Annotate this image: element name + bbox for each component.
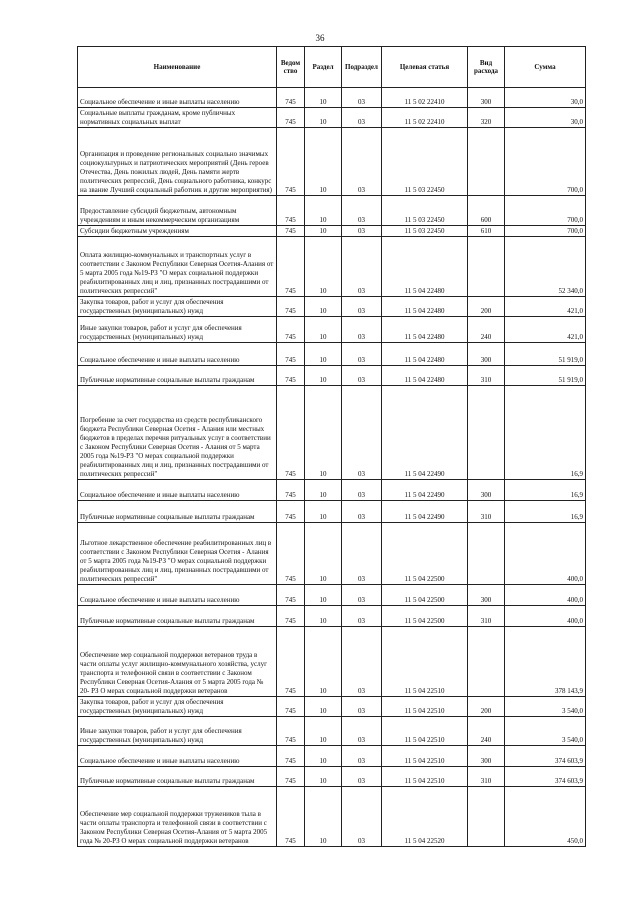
cell-podrazdel: 03: [342, 297, 382, 317]
cell-summa: 374 603,9: [505, 767, 586, 787]
cell-name: Обеспечение мер социальной поддержки ветеранов труда в части оплаты услуг жилищно-коммунального хозяйства, услуг транспорта и телефонной связи в соответствии с Законом Республики Северная Осетия-Алания от 5 марта 2005 года № 20- РЗ О мерах социальной поддержки ветеранов: [78, 627, 277, 697]
cell-vedomstvo: 745: [277, 196, 305, 226]
cell-podrazdel: 03: [342, 386, 382, 480]
table-row: [78, 297, 586, 317]
cell-tselevaya-statya: 11 5 02 22410: [382, 108, 468, 128]
cell-razdel: 10: [305, 317, 342, 343]
table-row: [78, 627, 586, 697]
cell-vid-raskhoda: 200: [468, 697, 505, 717]
cell-podrazdel: 03: [342, 480, 382, 501]
cell-name: Социальное обеспечение и иные выплаты населению: [78, 480, 277, 501]
cell-vedomstvo: 745: [277, 746, 305, 767]
cell-razdel: 10: [305, 196, 342, 226]
cell-podrazdel: 03: [342, 128, 382, 196]
cell-tselevaya-statya: 11 5 04 22510: [382, 697, 468, 717]
cell-razdel: 10: [305, 226, 342, 237]
cell-name: Социальные выплаты гражданам, кроме публичных нормативных социальных выплат: [78, 108, 277, 128]
cell-podrazdel: 03: [342, 501, 382, 523]
cell-vedomstvo: 745: [277, 343, 305, 366]
cell-summa: 16,9: [505, 501, 586, 523]
table-row: [78, 317, 586, 343]
cell-vedomstvo: 745: [277, 585, 305, 606]
header-vid-raskhoda: Вид расхода: [468, 47, 505, 88]
table-row: [78, 746, 586, 767]
header-podrazdel: Подраздел: [342, 47, 382, 88]
cell-vid-raskhoda: 310: [468, 501, 505, 523]
cell-vid-raskhoda: 300: [468, 343, 505, 366]
cell-vid-raskhoda: 300: [468, 480, 505, 501]
cell-summa: 400,0: [505, 523, 586, 585]
cell-tselevaya-statya: 11 5 04 22500: [382, 523, 468, 585]
table-row: [78, 480, 586, 501]
cell-vid-raskhoda: 310: [468, 606, 505, 627]
cell-razdel: 10: [305, 128, 342, 196]
cell-razdel: 10: [305, 523, 342, 585]
cell-summa: 16,9: [505, 480, 586, 501]
cell-vedomstvo: 745: [277, 317, 305, 343]
header-summa: Сумма: [505, 47, 586, 88]
cell-name: Публичные нормативные социальные выплаты гражданам: [78, 606, 277, 627]
cell-razdel: 10: [305, 746, 342, 767]
cell-name: Иные закупки товаров, работ и услуг для обеспечения государственных (муниципальных) нужд: [78, 717, 277, 746]
cell-summa: 378 143,9: [505, 627, 586, 697]
cell-vid-raskhoda: 200: [468, 297, 505, 317]
cell-podrazdel: 03: [342, 767, 382, 787]
cell-vedomstvo: 745: [277, 501, 305, 523]
table-row: [78, 606, 586, 627]
cell-name: Организация и проведение региональных социально значимых социокультурных и патриотических мероприятий (День героев Отечества, День пожилых людей, День памяти жертв политических репрессий, День социального работника, конкурс на звание Лучший социальный работник и другие мероприятия): [78, 128, 277, 196]
cell-vedomstvo: 745: [277, 480, 305, 501]
table-row: [78, 366, 586, 386]
table-row: [78, 523, 586, 585]
cell-podrazdel: 03: [342, 317, 382, 343]
cell-tselevaya-statya: 11 5 03 22450: [382, 128, 468, 196]
cell-vedomstvo: 745: [277, 606, 305, 627]
cell-vid-raskhoda: 610: [468, 226, 505, 237]
cell-tselevaya-statya: 11 5 04 22480: [382, 366, 468, 386]
cell-summa: 30,0: [505, 88, 586, 108]
cell-vid-raskhoda: [468, 523, 505, 585]
cell-tselevaya-statya: 11 5 03 22450: [382, 226, 468, 237]
cell-summa: 700,0: [505, 128, 586, 196]
table-row: [78, 717, 586, 746]
table-row: [78, 697, 586, 717]
cell-vedomstvo: 745: [277, 237, 305, 297]
cell-vid-raskhoda: 300: [468, 88, 505, 108]
cell-tselevaya-statya: 11 5 04 22500: [382, 585, 468, 606]
table-row: [78, 767, 586, 787]
cell-podrazdel: 03: [342, 237, 382, 297]
cell-vedomstvo: 745: [277, 767, 305, 787]
budget-table: [77, 46, 586, 847]
cell-vid-raskhoda: 300: [468, 746, 505, 767]
cell-summa: 3 540,0: [505, 717, 586, 746]
cell-vedomstvo: 745: [277, 386, 305, 480]
table-row: [78, 108, 586, 128]
table-row: [78, 501, 586, 523]
cell-tselevaya-statya: 11 5 04 22480: [382, 297, 468, 317]
cell-razdel: 10: [305, 108, 342, 128]
cell-tselevaya-statya: 11 5 04 22510: [382, 627, 468, 697]
cell-tselevaya-statya: 11 5 04 22500: [382, 606, 468, 627]
cell-summa: 16,9: [505, 386, 586, 480]
cell-vedomstvo: 745: [277, 297, 305, 317]
cell-vid-raskhoda: [468, 627, 505, 697]
cell-razdel: 10: [305, 787, 342, 847]
cell-razdel: 10: [305, 366, 342, 386]
table-body: [78, 88, 586, 847]
cell-vedomstvo: 745: [277, 108, 305, 128]
cell-vid-raskhoda: 240: [468, 317, 505, 343]
cell-vedomstvo: 745: [277, 627, 305, 697]
cell-vid-raskhoda: [468, 386, 505, 480]
cell-podrazdel: 03: [342, 717, 382, 746]
cell-tselevaya-statya: 11 5 04 22480: [382, 237, 468, 297]
cell-podrazdel: 03: [342, 343, 382, 366]
cell-summa: 30,0: [505, 108, 586, 128]
cell-tselevaya-statya: 11 5 03 22450: [382, 196, 468, 226]
table-row: [78, 196, 586, 226]
table-row: [78, 386, 586, 480]
cell-razdel: 10: [305, 501, 342, 523]
cell-name: Предоставление субсидий бюджетным, автономным учреждениям и иным некоммерческим организациям: [78, 196, 277, 226]
cell-summa: 400,0: [505, 585, 586, 606]
header-name: Наименование: [78, 47, 277, 88]
cell-name: Социальное обеспечение и иные выплаты населению: [78, 585, 277, 606]
cell-summa: 700,0: [505, 196, 586, 226]
cell-tselevaya-statya: 11 5 02 22410: [382, 88, 468, 108]
cell-vedomstvo: 745: [277, 697, 305, 717]
cell-razdel: 10: [305, 627, 342, 697]
table-row: [78, 226, 586, 237]
cell-tselevaya-statya: 11 5 04 22510: [382, 746, 468, 767]
table-row: [78, 128, 586, 196]
cell-vedomstvo: 745: [277, 226, 305, 237]
cell-name: Обеспечение мер социальной поддержки тружеников тыла в части оплаты транспорта и телефонной связи в соответствии с Законом Республики Северная Осетия-Алания от 5 марта 2005 года № 20-РЗ О мерах социальной поддержки ветеранов: [78, 787, 277, 847]
cell-tselevaya-statya: 11 5 04 22520: [382, 787, 468, 847]
cell-name: Социальное обеспечение и иные выплаты населению: [78, 746, 277, 767]
cell-podrazdel: 03: [342, 226, 382, 237]
table-row: [78, 787, 586, 847]
cell-razdel: 10: [305, 606, 342, 627]
cell-tselevaya-statya: 11 5 04 22490: [382, 501, 468, 523]
cell-vedomstvo: 745: [277, 366, 305, 386]
table-row: [78, 343, 586, 366]
cell-razdel: 10: [305, 585, 342, 606]
cell-name: Погребение за счет государства из средств республиканского бюджета Республики Северная Осетия - Алания или местных бюджетов в пределах перечня ритуальных услуг в соответствии с Законом Республики Северная Осетия - Алания от 5 марта 2005 года №19-РЗ "О мерах социальной поддержки реабилитированных лиц и лиц, признанных пострадавшими от политических репрессий": [78, 386, 277, 480]
cell-podrazdel: 03: [342, 697, 382, 717]
cell-vedomstvo: 745: [277, 128, 305, 196]
cell-podrazdel: 03: [342, 366, 382, 386]
cell-razdel: 10: [305, 343, 342, 366]
cell-name: Публичные нормативные социальные выплаты гражданам: [78, 501, 277, 523]
cell-tselevaya-statya: 11 5 04 22510: [382, 767, 468, 787]
cell-vedomstvo: 745: [277, 717, 305, 746]
header-tselevaya-statya: Целевая статья: [382, 47, 468, 88]
cell-razdel: 10: [305, 88, 342, 108]
table-row: [78, 585, 586, 606]
cell-name: Иные закупки товаров, работ и услуг для обеспечения государственных (муниципальных) нужд: [78, 317, 277, 343]
cell-name: Публичные нормативные социальные выплаты гражданам: [78, 767, 277, 787]
cell-summa: 421,0: [505, 297, 586, 317]
cell-razdel: 10: [305, 697, 342, 717]
header-razdel: Раздел: [305, 47, 342, 88]
table-row: [78, 88, 586, 108]
cell-podrazdel: 03: [342, 585, 382, 606]
cell-name: Социальное обеспечение и иные выплаты населению: [78, 88, 277, 108]
header-vedomstvo: Ведом ство: [277, 47, 305, 88]
cell-razdel: 10: [305, 237, 342, 297]
cell-name: Публичные нормативные социальные выплаты гражданам: [78, 366, 277, 386]
cell-summa: 374 603,9: [505, 746, 586, 767]
cell-podrazdel: 03: [342, 746, 382, 767]
cell-razdel: 10: [305, 297, 342, 317]
cell-summa: 51 919,0: [505, 366, 586, 386]
cell-summa: 51 919,0: [505, 343, 586, 366]
cell-tselevaya-statya: 11 5 04 22490: [382, 386, 468, 480]
cell-vid-raskhoda: 320: [468, 108, 505, 128]
cell-podrazdel: 03: [342, 108, 382, 128]
table-row: [78, 237, 586, 297]
cell-podrazdel: 03: [342, 627, 382, 697]
cell-summa: 400,0: [505, 606, 586, 627]
cell-vid-raskhoda: [468, 787, 505, 847]
cell-name: Закупка товаров, работ и услуг для обеспечения государственных (муниципальных) нужд: [78, 697, 277, 717]
cell-podrazdel: 03: [342, 523, 382, 585]
cell-razdel: 10: [305, 480, 342, 501]
cell-razdel: 10: [305, 767, 342, 787]
cell-summa: 421,0: [505, 317, 586, 343]
cell-summa: 700,0: [505, 226, 586, 237]
cell-vid-raskhoda: 310: [468, 767, 505, 787]
cell-tselevaya-statya: 11 5 04 22480: [382, 343, 468, 366]
cell-name: Оплата жилищно-коммунальных и транспортных услуг в соответствии с Законом Республики Северная Осетия-Алания от 5 марта 2005 года №19-РЗ "О мерах социальной поддержки реабилитированных лиц и лиц, признанных пострадавшими от политических репрессий": [78, 237, 277, 297]
cell-name: Закупка товаров, работ и услуг для обеспечения государственных (муниципальных) нужд: [78, 297, 277, 317]
cell-vid-raskhoda: 240: [468, 717, 505, 746]
cell-vedomstvo: 745: [277, 787, 305, 847]
cell-vid-raskhoda: [468, 237, 505, 297]
cell-podrazdel: 03: [342, 88, 382, 108]
cell-tselevaya-statya: 11 5 04 22510: [382, 717, 468, 746]
cell-tselevaya-statya: 11 5 04 22480: [382, 317, 468, 343]
cell-summa: 52 340,0: [505, 237, 586, 297]
cell-vid-raskhoda: 310: [468, 366, 505, 386]
cell-podrazdel: 03: [342, 606, 382, 627]
cell-name: Субсидии бюджетным учреждениям: [78, 226, 277, 237]
cell-name: Льготное лекарственное обеспечение реабилитированных лиц в соответствии с Законом Республики Северная Осетия - Алания от 5 марта 2005 года №19-РЗ "О мерах социальной поддержки реабилитированных лиц и лиц, признанных пострадавшими от политических репрессий": [78, 523, 277, 585]
cell-vedomstvo: 745: [277, 88, 305, 108]
cell-razdel: 10: [305, 717, 342, 746]
cell-vedomstvo: 745: [277, 523, 305, 585]
page-number: 36: [315, 33, 325, 43]
cell-podrazdel: 03: [342, 787, 382, 847]
cell-vid-raskhoda: [468, 128, 505, 196]
cell-summa: 3 540,0: [505, 697, 586, 717]
table-header-row: [78, 47, 586, 88]
cell-tselevaya-statya: 11 5 04 22490: [382, 480, 468, 501]
cell-name: Социальное обеспечение и иные выплаты населению: [78, 343, 277, 366]
cell-summa: 450,0: [505, 787, 586, 847]
cell-razdel: 10: [305, 386, 342, 480]
cell-podrazdel: 03: [342, 196, 382, 226]
cell-vid-raskhoda: 600: [468, 196, 505, 226]
cell-vid-raskhoda: 300: [468, 585, 505, 606]
